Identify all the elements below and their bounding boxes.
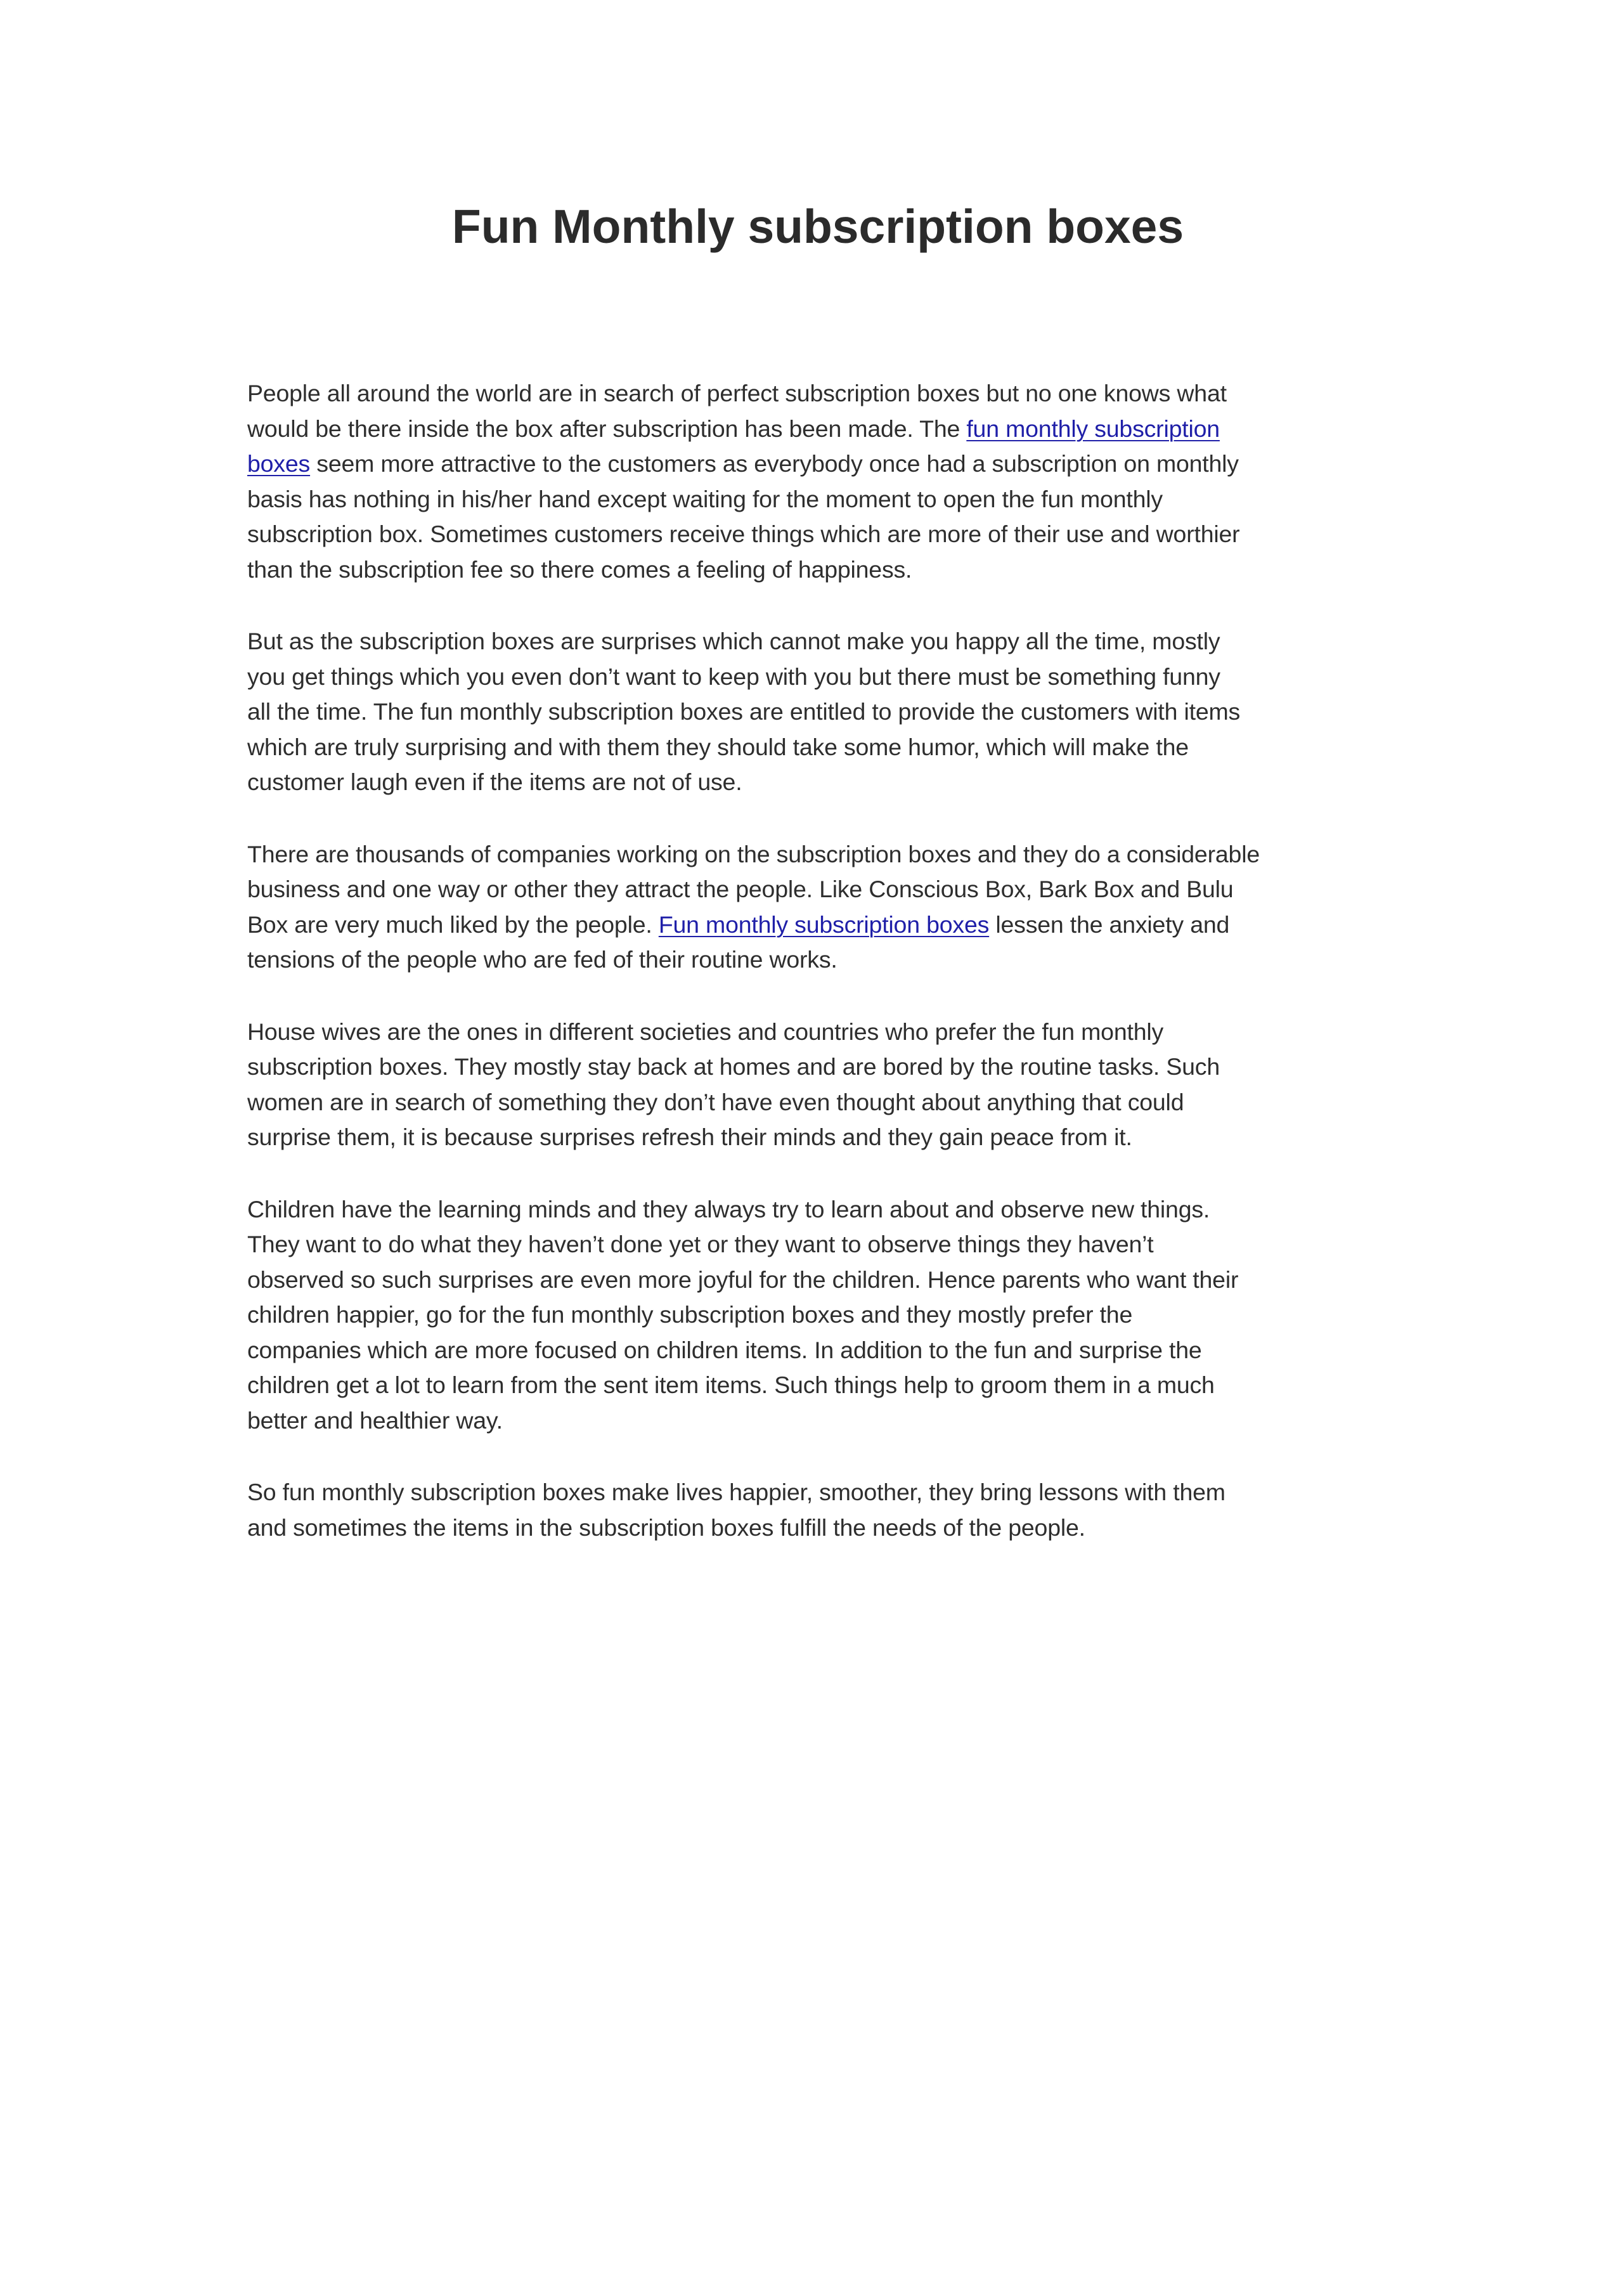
text-line xyxy=(247,694,1388,730)
body-text-segment: People all around the world are in search of perfect subscription boxes but no one knows what xyxy=(247,380,1227,406)
body-text-segment: Box are very much liked by the people. xyxy=(247,911,659,938)
text-line xyxy=(247,1262,1388,1298)
body-text-segment: would be there inside the box after subscription has been made. The xyxy=(247,415,967,442)
text-line xyxy=(247,1475,1388,1510)
page-title: Fun Monthly subscription boxes xyxy=(451,200,1184,253)
body-text-segment: children get a lot to learn from the sent item items. Such things help to groom them in a much xyxy=(247,1372,1215,1398)
text-line xyxy=(247,1227,1388,1262)
text-line xyxy=(247,1192,1388,1228)
text-line xyxy=(247,1333,1388,1368)
text-line xyxy=(247,517,1388,552)
paragraph xyxy=(247,837,1388,978)
body-text-segment: House wives are the ones in different societies and countries who prefer the fun monthly xyxy=(247,1018,1164,1045)
body-text-segment: women are in search of something they don’t have even thought about anything that could xyxy=(247,1088,1184,1115)
text-line xyxy=(247,942,1388,978)
paragraph xyxy=(247,624,1388,800)
body-text-segment: lessen the anxiety and xyxy=(989,911,1230,938)
body-text-segment: than the subscription fee so there comes a feeling of happiness. xyxy=(247,555,912,583)
body-text-segment: customer laugh even if the items are not of use. xyxy=(247,769,742,795)
text-line xyxy=(247,837,1388,872)
paragraph xyxy=(247,1475,1388,1545)
body-text-segment: which are truly surprising and with them they should take some humor, which will make the xyxy=(247,733,1189,760)
body-text-segment: There are thousands of companies working on the subscription boxes and they do a considerable xyxy=(247,840,1260,867)
body-text-segment: children happier, go for the fun monthly subscription boxes and they mostly prefer the xyxy=(247,1301,1133,1328)
text-line xyxy=(247,482,1388,517)
text-line xyxy=(247,376,1388,412)
fun-monthly-subscription-boxes-link[interactable]: fun monthly subscription xyxy=(966,415,1220,442)
body-text-segment: all the time. The fun monthly subscription boxes are entitled to provide the customers with items xyxy=(247,698,1241,725)
body-text-segment: business and one way or other they attract the people. Like Conscious Box, Bark Box and Bulu xyxy=(247,876,1234,902)
text-line xyxy=(247,446,1388,482)
fun-monthly-subscription-boxes-link[interactable]: boxes xyxy=(247,450,311,477)
body-text-segment: So fun monthly subscription boxes make lives happier, smoother, they bring lessons with them xyxy=(247,1479,1225,1505)
text-line xyxy=(247,1403,1388,1439)
text-line xyxy=(247,907,1388,943)
text-line xyxy=(247,1085,1388,1120)
body-text-segment: subscription boxes. They mostly stay back at homes and are bored by the routine tasks. Such xyxy=(247,1053,1220,1080)
body-text-segment: observed so such surprises are even more joyful for the children. Hence parents who want their xyxy=(247,1266,1239,1293)
text-line xyxy=(247,1049,1388,1085)
body-text-segment: basis has nothing in his/her hand except waiting for the moment to open the fun monthly xyxy=(247,485,1163,512)
paragraph xyxy=(247,376,1388,587)
body-text-segment: companies which are more focused on children items. In addition to the fun and surprise the xyxy=(247,1336,1202,1363)
paragraph xyxy=(247,1015,1388,1155)
paragraph xyxy=(247,1192,1388,1439)
text-line xyxy=(247,1510,1388,1546)
text-line xyxy=(247,1297,1388,1333)
body-text-segment: But as the subscription boxes are surprises which cannot make you happy all the time, mostly xyxy=(247,628,1220,654)
fun-monthly-subscription-boxes-link[interactable]: Fun monthly subscription boxes xyxy=(658,911,990,938)
body-text-segment: seem more attractive to the customers as everybody once had a subscription on monthly xyxy=(310,450,1239,477)
document-body xyxy=(247,376,1388,1582)
body-text-segment: They want to do what they haven’t done yet or they want to observe things they haven’t xyxy=(247,1231,1154,1257)
text-line xyxy=(247,1015,1388,1050)
body-text-segment: subscription box. Sometimes customers receive things which are more of their use and worthier xyxy=(247,521,1240,547)
body-text-segment: tensions of the people who are fed of their routine works. xyxy=(247,946,837,973)
text-line xyxy=(247,624,1388,659)
body-text-segment: surprise them, it is because surprises refresh their minds and they gain peace from it. xyxy=(247,1124,1132,1150)
text-line xyxy=(247,552,1388,588)
text-line xyxy=(247,1368,1388,1403)
text-line xyxy=(247,412,1388,447)
text-line xyxy=(247,872,1388,907)
body-text-segment: better and healthier way. xyxy=(247,1406,503,1434)
body-text-segment: you get things which you even don’t want to keep with you but there must be something funny xyxy=(247,663,1220,690)
text-line xyxy=(247,765,1388,800)
text-line xyxy=(247,659,1388,695)
text-line xyxy=(247,1120,1388,1155)
body-text-segment: Children have the learning minds and they always try to learn about and observe new things. xyxy=(247,1195,1210,1223)
body-text-segment: and sometimes the items in the subscription boxes fulfill the needs of the people. xyxy=(247,1514,1085,1541)
text-line xyxy=(247,730,1388,765)
